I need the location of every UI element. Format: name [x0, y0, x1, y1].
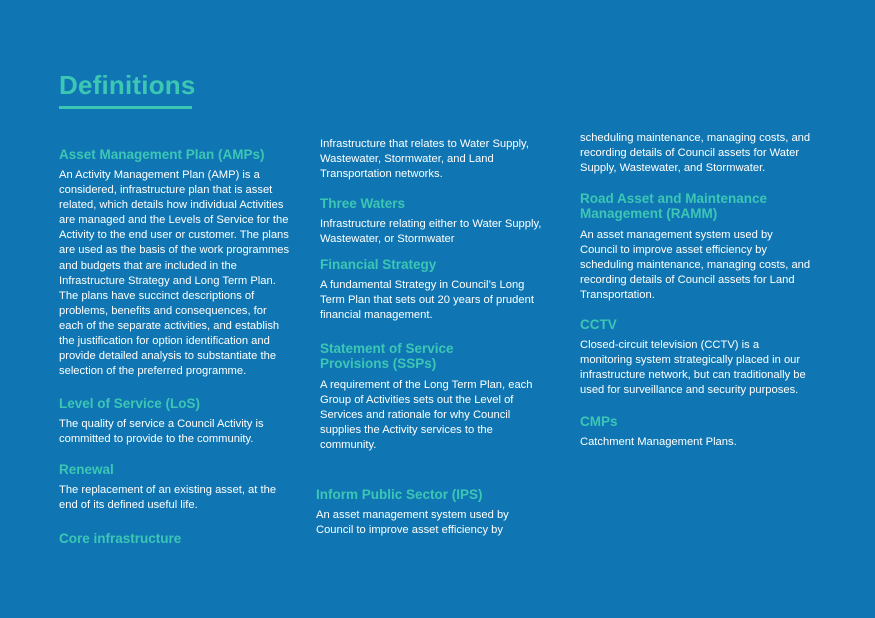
definition-three-waters — [320, 196, 552, 247]
cctv-heading: CCTV — [580, 317, 617, 332]
definition-ips — [316, 487, 516, 538]
definition-renewal — [59, 462, 291, 513]
ips-cont-text: scheduling maintenance, managing costs, and recording details of Council assets for Water Supply, Wastewater, and Stormwater. — [580, 132, 811, 175]
ssp-text: A requirement of the Long Term Plan, each Group of Activities sets out the Level of Services and rationale for why Council supplies the Activity services to the community. — [320, 379, 533, 452]
three-waters-text: Infrastructure relating either to Water Supply, Wastewater, or Stormwater — [320, 218, 542, 246]
ips-heading: Inform Public Sector (IPS) — [316, 487, 483, 502]
definition-los — [59, 396, 291, 447]
financial-heading: Financial Strategy — [320, 257, 437, 272]
page-title: Definitions — [59, 70, 196, 100]
definition-ssp-body — [320, 378, 552, 453]
los-text: The quality of service a Council Activity is committed to provide to the community. — [59, 418, 264, 446]
los-heading: Level of Service (LoS) — [59, 396, 201, 411]
financial-text: A fundamental Strategy in Council’s Long Term Plan that sets out 20 years of prudent financial management. — [320, 279, 534, 322]
title-underline — [59, 106, 192, 109]
amp-text: An Activity Management Plan (AMP) is a considered, infrastructure plan that is asset related, which details how individual Activities are managed and the Levels of Service for the Activity to the end user or customer. The plans are used as the basis of the work programmes and budgets that are included in the Infrastructure Strategy and Long Term Plan. The plans have succinct descriptions of problems, benefits and consequences, for each of the separate activities, and establish the justification for option identification and provide detailed analysis to substantiate the selection of the preferred programme. — [59, 169, 290, 378]
ramm-heading: Road Asset and Maintenance Management (RAMM) — [580, 191, 768, 221]
core-heading: Core infrastructure — [59, 531, 182, 546]
cmps-text: Catchment Management Plans. — [580, 436, 737, 448]
definition-cmps — [580, 414, 737, 450]
definition-ramm-body — [580, 228, 812, 303]
definition-cctv — [580, 317, 812, 398]
ips-text: An asset management system used by Council to improve asset efficiency by — [316, 509, 509, 537]
ramm-text: An asset management system used by Council to improve asset efficiency by scheduling maintenance, managing costs, and recording details of Council assets for Land Transportation. — [580, 229, 811, 302]
renewal-text: The replacement of an existing asset, at the end of its defined useful life. — [59, 484, 277, 512]
core-text: Infrastructure that relates to Water Supply, Wastewater, Stormwater, and Land Transportation networks. — [320, 138, 529, 181]
renewal-heading: Renewal — [59, 462, 114, 477]
definition-amp — [59, 147, 291, 379]
amp-heading: Asset Management Plan (AMPs) — [59, 147, 265, 162]
definition-ramm — [580, 191, 785, 221]
cmps-heading: CMPs — [580, 414, 618, 429]
definition-financial-strategy — [320, 257, 552, 323]
ssp-heading: Statement of Service Provisions (SSPs) — [320, 341, 454, 371]
three-waters-heading: Three Waters — [320, 196, 406, 211]
cctv-text: Closed-circuit television (CCTV) is a monitoring system strategically placed in our infrastructure network, but can traditionally be used for surveillance and security purposes. — [580, 339, 806, 397]
definition-core-infrastructure — [59, 531, 181, 546]
definition-core-continued — [320, 137, 552, 182]
definition-ips-continued — [580, 131, 812, 176]
definition-ssp — [320, 341, 470, 371]
